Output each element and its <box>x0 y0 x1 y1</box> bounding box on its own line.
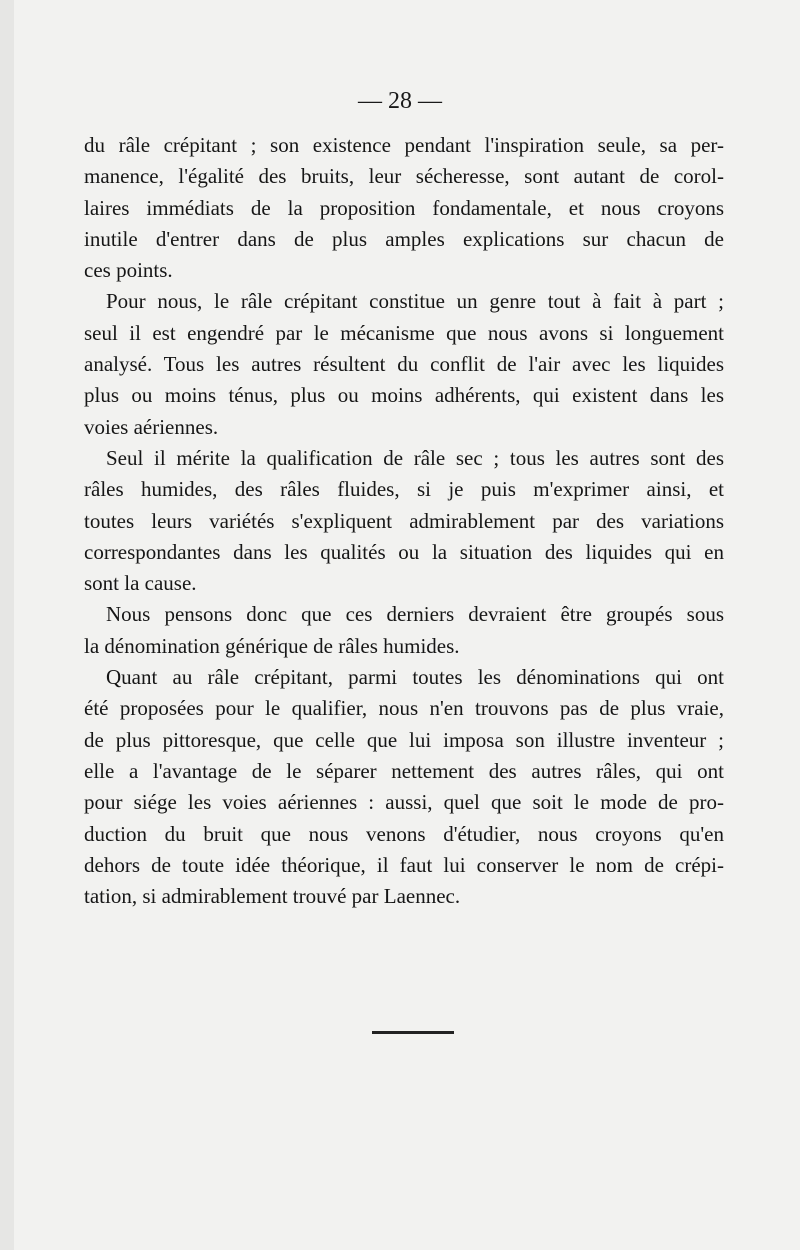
text-line: du râle crépitant ; son existence pendant l'inspiration seule, sa per- <box>84 133 724 157</box>
text-line: Seul il mérite la qualification de râle sec ; tous les autres sont des <box>106 445 724 470</box>
text-line: correspondantes dans les qualités ou la situation des liquides qui en <box>84 539 724 564</box>
text-line: ces points. <box>84 258 173 283</box>
paragraph <box>84 286 724 442</box>
paragraph <box>84 130 724 286</box>
text-line: laires immédiats de la proposition fondamentale, et nous croyons <box>84 195 724 220</box>
text-line: plus ou moins ténus, plus ou moins adhérents, qui existent dans les <box>84 383 724 408</box>
text-line: toutes leurs variétés s'expliquent admirablement par des variations <box>84 508 724 533</box>
text-line: été proposées pour le qualifier, nous n'en trouvons pas de plus vraie, <box>84 696 724 721</box>
body-text <box>84 130 724 912</box>
text-line: pour siége les voies aériennes : aussi, quel que soit le mode de pro- <box>84 790 724 815</box>
text-line: voies aériennes. <box>84 414 219 439</box>
text-line: dehors de toute idée théorique, il faut lui conserver le nom de crépi- <box>84 852 724 877</box>
end-rule <box>372 1031 454 1034</box>
text-line: Quant au râle crépitant, parmi toutes les dénominations qui ont <box>106 665 724 690</box>
text-line: Nous pensons donc que ces derniers devraient être groupés sous <box>106 602 724 627</box>
text-line: la dénomination générique de râles humides. <box>84 633 460 658</box>
paragraph <box>84 599 724 662</box>
text-line: de plus pittoresque, que celle que lui imposa son illustre inventeur ; <box>84 727 724 752</box>
text-line: manence, l'égalité des bruits, leur sécheresse, sont autant de corol- <box>84 164 724 189</box>
text-line: sont la cause. <box>84 571 197 596</box>
text-line: tation, si admirablement trouvé par Laennec. <box>84 884 461 909</box>
text-line: analysé. Tous les autres résultent du conflit de l'air avec les liquides <box>84 352 724 377</box>
text-line: duction du bruit que nous venons d'étudier, nous croyons qu'en <box>84 821 724 846</box>
text-line: inutile d'entrer dans de plus amples explications sur chacun de <box>84 226 724 251</box>
page-gutter <box>0 0 14 1250</box>
paragraph <box>84 662 724 912</box>
text-line: Pour nous, le râle crépitant constitue un genre tout à fait à part ; <box>106 289 724 314</box>
text-line: elle a l'avantage de le séparer nettement des autres râles, qui ont <box>84 758 724 783</box>
page-number: — 28 — <box>358 88 442 114</box>
paragraph <box>84 443 724 599</box>
text-line: râles humides, des râles fluides, si je puis m'exprimer ainsi, et <box>84 477 724 502</box>
text-line: seul il est engendré par le mécanisme que nous avons si longuement <box>84 320 724 345</box>
